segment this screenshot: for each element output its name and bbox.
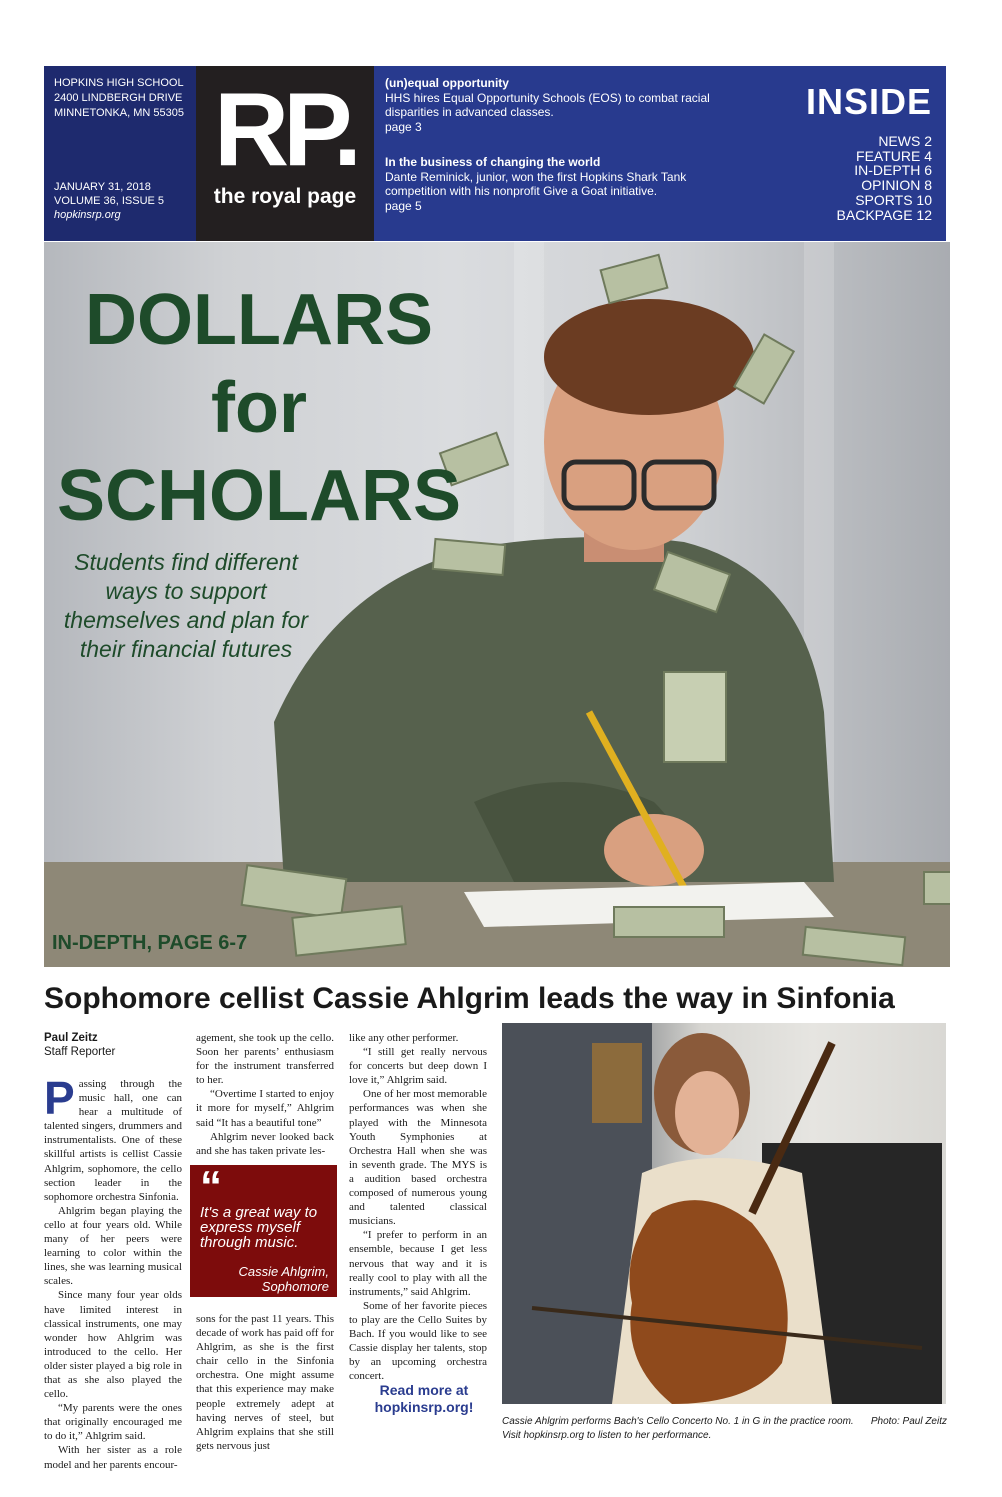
headline-line: for bbox=[211, 368, 307, 448]
school-city: MINNETONKA, MN 55305 bbox=[54, 107, 185, 119]
story-column-2-continued bbox=[196, 1312, 334, 1453]
section-backpage: BACKPAGE 12 bbox=[836, 206, 932, 223]
teaser-page: page 5 bbox=[385, 198, 422, 213]
read-more-link[interactable] bbox=[349, 1382, 499, 1416]
cover-page-reference: IN-DEPTH, PAGE 6-7 bbox=[52, 932, 248, 954]
inside-index bbox=[806, 82, 932, 222]
teaser-body: HHS hires Equal Opportunity Schools (EOS) to combat racial disparities in advanced classes. bbox=[385, 90, 710, 119]
logo-subtitle: the royal page bbox=[213, 185, 357, 208]
newspaper-logo bbox=[196, 66, 374, 241]
story-paragraph: Since many four year olds have limited interest in classical instruments, one may wonder how Ahlgrim was introduced to the cello. Her older sister played a big role in that as she also played the cello. bbox=[44, 1289, 182, 1401]
headline-line: DOLLARS bbox=[85, 280, 433, 360]
section-in-depth: IN-DEPTH 6 bbox=[854, 162, 932, 179]
quote-name: Cassie Ahlgrim, bbox=[238, 1264, 329, 1279]
section-sports: SPORTS 10 bbox=[855, 191, 932, 208]
drop-cap: P bbox=[44, 1072, 75, 1124]
story-column-3 bbox=[349, 1031, 487, 1383]
story-paragraph: “My parents were the ones that originally encouraged me to do it,” Ahlgrim said. bbox=[44, 1402, 182, 1443]
photo-caption: Cassie Ahlgrim performs Bach's Cello Concerto No. 1 in G in the practice room. Visit hopkinsrp.org to listen to her performance. bbox=[502, 1416, 854, 1441]
teaser-body: Dante Reminick, junior, won the first Hopkins Shark Tank competition with his nonprofit Give a Goat initiative. bbox=[385, 169, 687, 198]
quote-text: It's a great way to express myself through music. bbox=[200, 1204, 318, 1251]
cover-dek: Students find different ways to support themselves and plan for their financial futures bbox=[63, 549, 309, 662]
story-headline: Sophomore cellist Cassie Ahlgrim leads the way in Sinfonia bbox=[44, 982, 895, 1015]
quote-role: Sophomore bbox=[261, 1279, 329, 1294]
paragraph-text: assing through the music hall, one can hear a multitude of talented singers, drummers and instrumentalists. One of these skillful artists is cellist Cassie Ahlgrim, sophomore, the cello section leader in the sophomore orchestra Sinfonia. bbox=[44, 1078, 182, 1203]
teaser-headline: (un)equal opportunity bbox=[385, 76, 509, 90]
story-paragraph: With her sister as a role model and her parents encour- bbox=[44, 1444, 182, 1471]
school-info bbox=[44, 66, 196, 241]
story-paragraph: sons for the past 11 years. This decade of work has paid off for Ahlgrim, as she is the first chair cello in the Sinfonia orchestra. One might assume that this experience may make people extremely adept at having nerves of steel, but Ahlgrim explains that she still gets nervous just bbox=[196, 1313, 334, 1452]
section-opinion: OPINION 8 bbox=[861, 177, 932, 194]
cover-photo bbox=[44, 242, 950, 967]
teaser-item bbox=[385, 155, 715, 213]
story-paragraph: Some of her favorite pieces to play are the Cello Suites by Bach. If you would like to see Cassie display her talents, stop by an upcoming orchestra concert. bbox=[349, 1299, 487, 1383]
dollar-bill bbox=[924, 872, 950, 904]
website-link[interactable]: hopkinsrp.org bbox=[54, 209, 121, 221]
issue-date: JANUARY 31, 2018 bbox=[54, 181, 151, 193]
quote-mark: “ bbox=[200, 1162, 222, 1211]
story-column-1 bbox=[44, 1031, 182, 1472]
student-hair bbox=[544, 299, 754, 415]
section-news: NEWS 2 bbox=[878, 133, 932, 149]
school-name: HOPKINS HIGH SCHOOL bbox=[54, 77, 184, 89]
issue-volume: VOLUME 36, ISSUE 5 bbox=[54, 195, 165, 207]
story-paragraph: “I still get really nervous for concerts but deep down I love it,” Ahlgrim said. bbox=[349, 1046, 487, 1087]
read-more-url: hopkinsrp.org! bbox=[374, 1399, 474, 1415]
cover-headline bbox=[44, 276, 474, 540]
read-more-line: Read more at bbox=[379, 1382, 469, 1398]
cellist-illustration bbox=[502, 1023, 946, 1404]
dollar-bill bbox=[601, 255, 668, 303]
story-paragraph: “Overtime I started to enjoy it more for myself,” Ahlgrim said “It has a beautiful tone” bbox=[196, 1088, 334, 1129]
story-paragraph: Ahlgrim began playing the cello at four years old. While many of her peers were learning to color within the lines, she was learning musical scales. bbox=[44, 1204, 182, 1288]
wall-poster bbox=[592, 1043, 642, 1123]
author-role: Staff Reporter bbox=[44, 1046, 116, 1058]
student-face bbox=[675, 1071, 739, 1155]
inside-title: INSIDE bbox=[805, 81, 932, 122]
pull-quote bbox=[190, 1162, 337, 1297]
school-street: 2400 LINDBERGH DRIVE bbox=[54, 92, 183, 104]
dollar-bill-pocket bbox=[664, 672, 726, 762]
logo-mark: RP. bbox=[214, 72, 356, 188]
headline-line: SCHOLARS bbox=[56, 456, 461, 536]
story-paragraph bbox=[44, 1072, 182, 1204]
school-address bbox=[54, 76, 184, 121]
author-name: Paul Zeitz bbox=[44, 1032, 98, 1044]
dollar-bill bbox=[614, 907, 724, 937]
section-list bbox=[806, 134, 932, 222]
photo-credit: Photo: Paul Zeitz bbox=[870, 1416, 947, 1427]
byline bbox=[44, 1031, 182, 1059]
story-paragraph: “I prefer to perform in an ensemble, because I get less nervous that way and it is really cool to play with all the instruments,” said Ahlgrim. bbox=[349, 1229, 487, 1298]
story-paragraph: One of her most memorable performances was when she played with the Minnesota Youth Symphonies at Orchestra Hall when she was in seventh grade. The MYS is a audition based orchestra composed of numerous young and talented classical musicians. bbox=[349, 1088, 487, 1228]
teaser-page: page 3 bbox=[385, 119, 422, 134]
quote-attribution bbox=[238, 1264, 329, 1294]
story-paragraph: like any other performer. bbox=[349, 1032, 459, 1044]
cellist-photo bbox=[502, 1023, 946, 1404]
teaser-item bbox=[385, 76, 715, 134]
masthead bbox=[44, 66, 946, 241]
story-column-2 bbox=[196, 1031, 334, 1158]
teaser-list bbox=[385, 76, 715, 234]
section-feature: FEATURE 4 bbox=[856, 147, 932, 164]
story-paragraph: Ahlgrim never looked back and she has taken private les- bbox=[196, 1130, 334, 1157]
issue-info bbox=[54, 180, 164, 222]
student-hand bbox=[604, 814, 704, 886]
teaser-headline: In the business of changing the world bbox=[385, 155, 601, 169]
story-paragraph: agement, she took up the cello. Soon her parents’ enthusiasm for the instrument transferred to her. bbox=[196, 1032, 334, 1087]
dollar-bill bbox=[433, 539, 505, 575]
